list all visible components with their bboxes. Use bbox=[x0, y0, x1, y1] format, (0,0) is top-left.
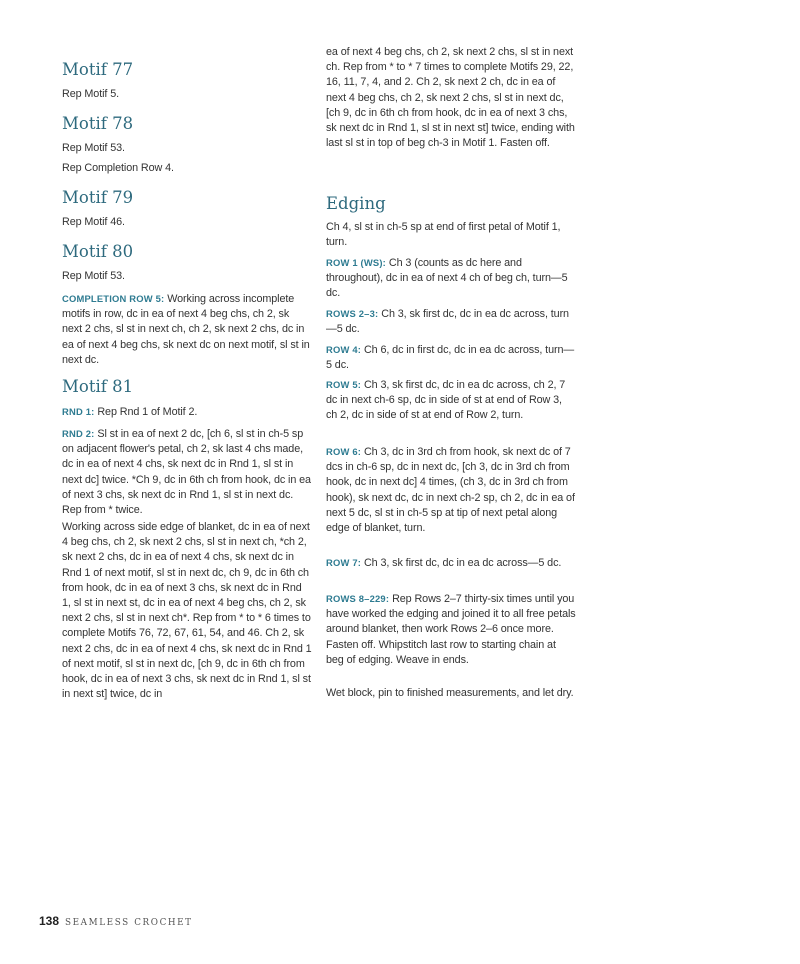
row-5 bbox=[326, 377, 576, 424]
motif-80-instruction: Rep Motif 53. bbox=[62, 270, 125, 282]
row-text: Ch 3, sk first dc, dc in ea dc across, ch 2, 7 dc in next ch-6 sp, dc in side of st at end of Row 3, ch 2, dc in side of st at end of Row 2, turn. bbox=[326, 379, 566, 422]
row-1 bbox=[326, 255, 576, 302]
row-text: Sl st in ea of next 2 dc, [ch 6, sl st in ch-5 sp on adjacent flower's petal, ch 2, sk last 4 chs made, dc in ea of next 4 chs, sk next dc in Rnd 1, sl st in next dc] twice. *Ch 9, dc in 6th ch from hook, dc in ea of next 3 chs, sk next dc in Rnd 1, sl st in next dc. Rep from * twice. bbox=[62, 428, 311, 517]
row-label: ROW 7: bbox=[326, 557, 362, 568]
side-edge-instruction: Working across side edge of blanket, dc in ea of next 4 beg chs, ch 2, sk next 2 chs, sl st in next ch, *ch 2, sk next 2 chs, dc in ea of next 4 chs, sk next dc in Rnd 1 of next motif, sl st in next dc, ch 9, dc in 6th ch from hook, dc in ea of next 3 chs, sk next dc in Rnd 1, sl st in next st, dc in ea of next 4 beg chs, ch 2, sk next 2 chs, sl st in next ch*. Rep from * to * 6 times to complete Motifs 76, 72, 67, 61, 54, and 46. Ch 2, sk next 2 chs, dc in ea of next 4 chs, sk next dc in Rnd 1 of next motif, sl st in next dc, [ch 9, dc in 6th ch from hook, dc in ea of next 3 chs, sk next dc in Rnd 1, sl st in next st] twice, dc in bbox=[62, 521, 312, 701]
heading-motif-77: Motif 77 bbox=[62, 60, 134, 79]
row-label: ROW 5: bbox=[326, 379, 362, 390]
rows-8-229 bbox=[326, 591, 576, 668]
row-label: COMPLETION ROW 5: bbox=[62, 293, 165, 304]
row-text: Ch 3, dc in 3rd ch from hook, sk next dc of 7 dcs in ch-6 sp, dc in next dc, [ch 3, dc in 3rd ch from hook, dc in next dc] 4 times, (ch 3, dc in 3rd ch from hook), sk next dc, dc in next ch-2 sp, ch 2, dc in ea of next 5 dc, sl st in ch-5 sp at tip of next petal along edge of blanket, turn. bbox=[326, 446, 575, 535]
heading-motif-79: Motif 79 bbox=[62, 188, 134, 207]
row-label: ROW 1 (WS): bbox=[326, 257, 387, 268]
heading-motif-80: Motif 80 bbox=[62, 242, 134, 261]
rows-2-3 bbox=[326, 306, 576, 337]
row-label: ROWS 8–229: bbox=[326, 593, 390, 604]
rnd-2 bbox=[62, 426, 312, 518]
edging-intro: Ch 4, sl st in ch-5 sp at end of first petal of Motif 1, turn. bbox=[326, 221, 561, 249]
row-label: RND 1: bbox=[62, 406, 95, 417]
row-label: ROWS 2–3: bbox=[326, 308, 379, 319]
rnd-1 bbox=[62, 404, 312, 420]
row-text: Working across incomplete motifs in row, dc in ea of next 4 beg chs, ch 2, sk next 2 chs, sl st in next ch, ch 2, sk next 2 chs, dc in ea of next 4 beg chs, sk next dc on next motif, sl st in next dc. bbox=[62, 293, 310, 366]
row-7 bbox=[326, 555, 576, 571]
heading-motif-78: Motif 78 bbox=[62, 114, 134, 133]
motif-78-instruction-2: Rep Completion Row 4. bbox=[62, 162, 174, 174]
row-text: Ch 6, dc in first dc, dc in ea dc across, turn—5 dc. bbox=[326, 344, 575, 372]
row-4 bbox=[326, 342, 576, 373]
continuation-text: ea of next 4 beg chs, ch 2, sk next 2 chs, sl st in next ch. Rep from * to * 7 times to complete Motifs 29, 22, 16, 11, 7, 4, and 2. Ch 2, sk next 2 ch, dc in ea of next 4 beg chs, ch 2, sk next 2 chs, sl st in next dc, [ch 9, dc in 6th ch from hook, dc in ea of next 3 chs, sk next dc in Rnd 1, sl st in next st] twice, ending with last sl st in top of beg ch-3 in Motif 1. Fasten off. bbox=[326, 46, 575, 150]
finishing-instruction: Wet block, pin to finished measurements, and let dry. bbox=[326, 687, 574, 699]
page-number: 138 bbox=[39, 914, 60, 928]
row-text: Rep Rows 2–7 thirty-six times until you have worked the edging and joined it to all free petals around blanket, then work Rows 2–6 once more. Fasten off. Whipstitch last row to starting chain at beg of edging. Weave in ends. bbox=[326, 593, 576, 666]
heading-edging: Edging bbox=[326, 194, 386, 213]
row-6 bbox=[326, 444, 576, 536]
motif-78-instruction: Rep Motif 53. bbox=[62, 142, 125, 154]
motif-79-instruction: Rep Motif 46. bbox=[62, 216, 125, 228]
row-text: Ch 3, sk first dc, dc in ea dc across—5 dc. bbox=[361, 557, 562, 569]
row-text: Ch 3 (counts as dc here and throughout), dc in ea of next 4 ch of beg ch, turn—5 dc. bbox=[326, 257, 568, 300]
row-label: RND 2: bbox=[62, 428, 95, 439]
row-label: ROW 6: bbox=[326, 446, 362, 457]
row-text: Ch 3, sk first dc, dc in ea dc across, turn—5 dc. bbox=[326, 308, 569, 336]
motif-77-instruction: Rep Motif 5. bbox=[62, 88, 120, 100]
row-text: Rep Rnd 1 of Motif 2. bbox=[94, 406, 198, 418]
completion-row-5 bbox=[62, 291, 312, 368]
row-label: ROW 4: bbox=[326, 344, 362, 355]
page-footer bbox=[39, 912, 193, 930]
heading-motif-81: Motif 81 bbox=[62, 377, 134, 396]
book-title: SEAMLESS CROCHET bbox=[65, 918, 193, 928]
